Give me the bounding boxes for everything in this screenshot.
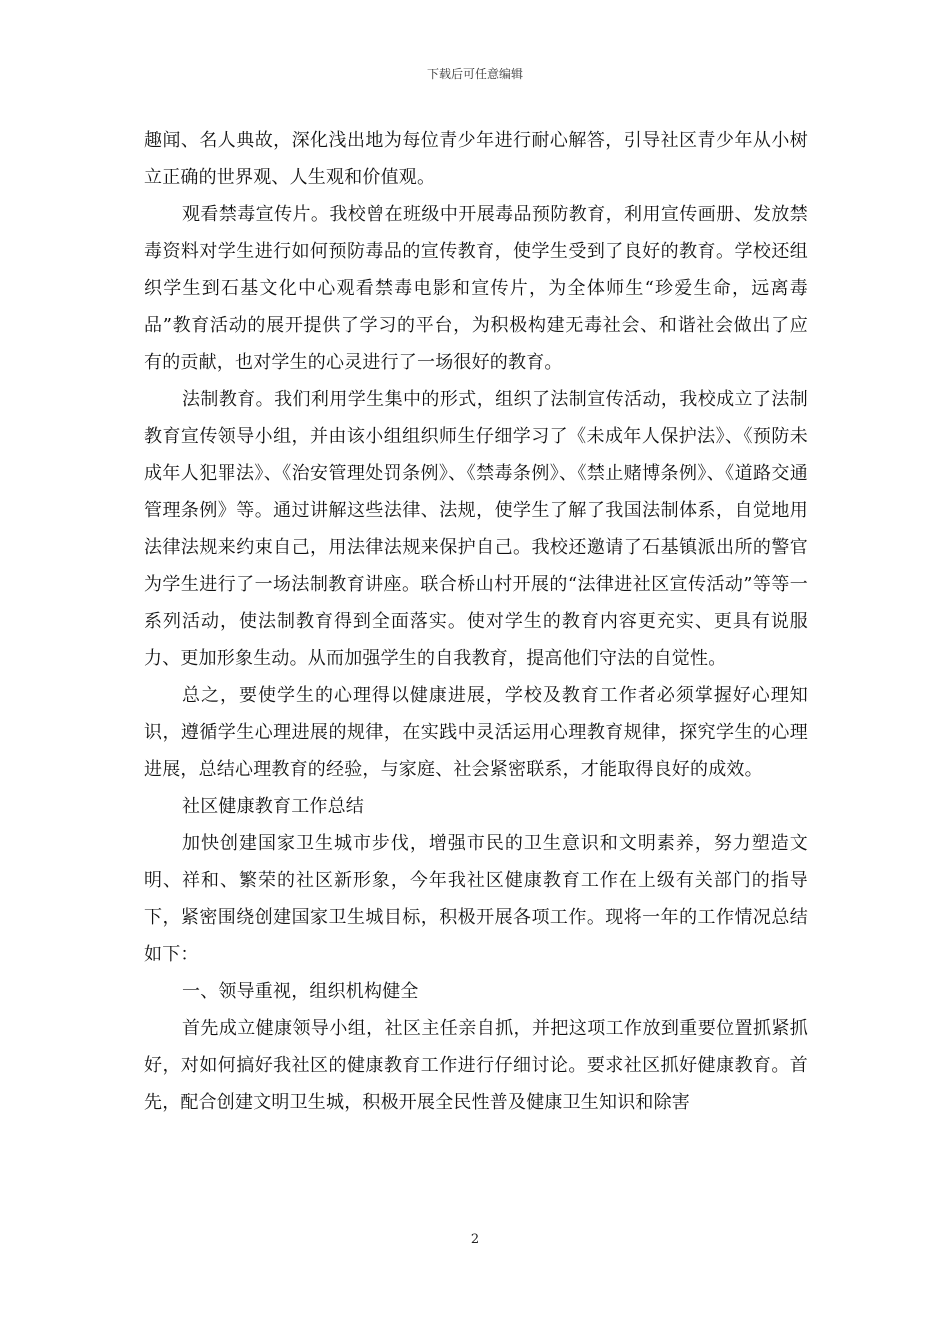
section-title: 社区健康教育工作总结 bbox=[182, 796, 364, 817]
page-header: 下载后可任意编辑 bbox=[426, 67, 523, 81]
paragraph-continuation: 趣闻、名人典故，深化浅出地为每位青少年进行耐心解答，引导社区青少年从小树立正确的世界观、人生观和价值观。 bbox=[144, 130, 808, 188]
paragraph-intro: 加快创建国家卫生城市步伐，增强市民的卫生意识和文明素养，努力塑造文明、祥和、繁荣的社区新形象，今年我社区健康教育工作在上级有关部门的指导下，紧密围绕创建国家卫生城目标，积极开展各项工作。现将一年的工作情况总结如下： bbox=[144, 833, 808, 965]
paragraph-leadership: 首先成立健康领导小组，社区主任亲自抓，并把这项工作放到重要位置抓紧抓好，对如何搞好我社区的健康教育工作进行仔细讨论。要求社区抓好健康教育。首先，配合创建文明卫生城，积极开展全民性普及健康卫生知识和除害 bbox=[144, 1018, 808, 1113]
paragraph-anti-drug: 观看禁毒宣传片。我校曾在班级中开展毒品预防教育，利用宣传画册、发放禁毒资料对学生进行如何预防毒品的宣传教育，使学生受到了良好的教育。学校还组织学生到石基文化中心观看禁毒电影和宣传片，为全体师生“珍爱生命，远离毒品”教育活动的展开提供了学习的平台，为积极构建无毒社会、和谐社会做出了应有的贡献，也对学生的心灵进行了一场很好的教育。 bbox=[144, 204, 808, 373]
body-text bbox=[144, 122, 808, 1121]
page-number: 2 bbox=[470, 1232, 480, 1247]
paragraph-conclusion: 总之，要使学生的心理得以健康进展，学校及教育工作者必须掌握好心理知识，遵循学生心理进展的规律，在实践中灵活运用心理教育规律，探究学生的心理进展，总结心理教育的经验，与家庭、社会紧密联系，才能取得良好的成效。 bbox=[144, 685, 808, 780]
section-heading-1: 一、领导重视，组织机构健全 bbox=[182, 981, 419, 1002]
paragraph-legal-education: 法制教育。我们利用学生集中的形式，组织了法制宣传活动，我校成立了法制教育宣传领导小组，并由该小组组织师生仔细学习了《未成年人保护法》、《预防未成年人犯罪法》、《治安管理处罚条例》、《禁毒条例》、《禁止赌博条例》、《道路交通管理条例》等。通过讲解这些法律、法规，使学生了解了我国法制体系，自觉地用法律法规来约束自己，用法律法规来保护自己。我校还邀请了石基镇派出所的警官为学生进行了一场法制教育讲座。联合桥山村开展的“法律进社区宣传活动”等等一系列活动，使法制教育得到全面落实。使对学生的教育内容更充实、更具有说服力、更加形象生动。从而加强学生的自我教育，提高他们守法的自觉性。 bbox=[144, 389, 808, 669]
